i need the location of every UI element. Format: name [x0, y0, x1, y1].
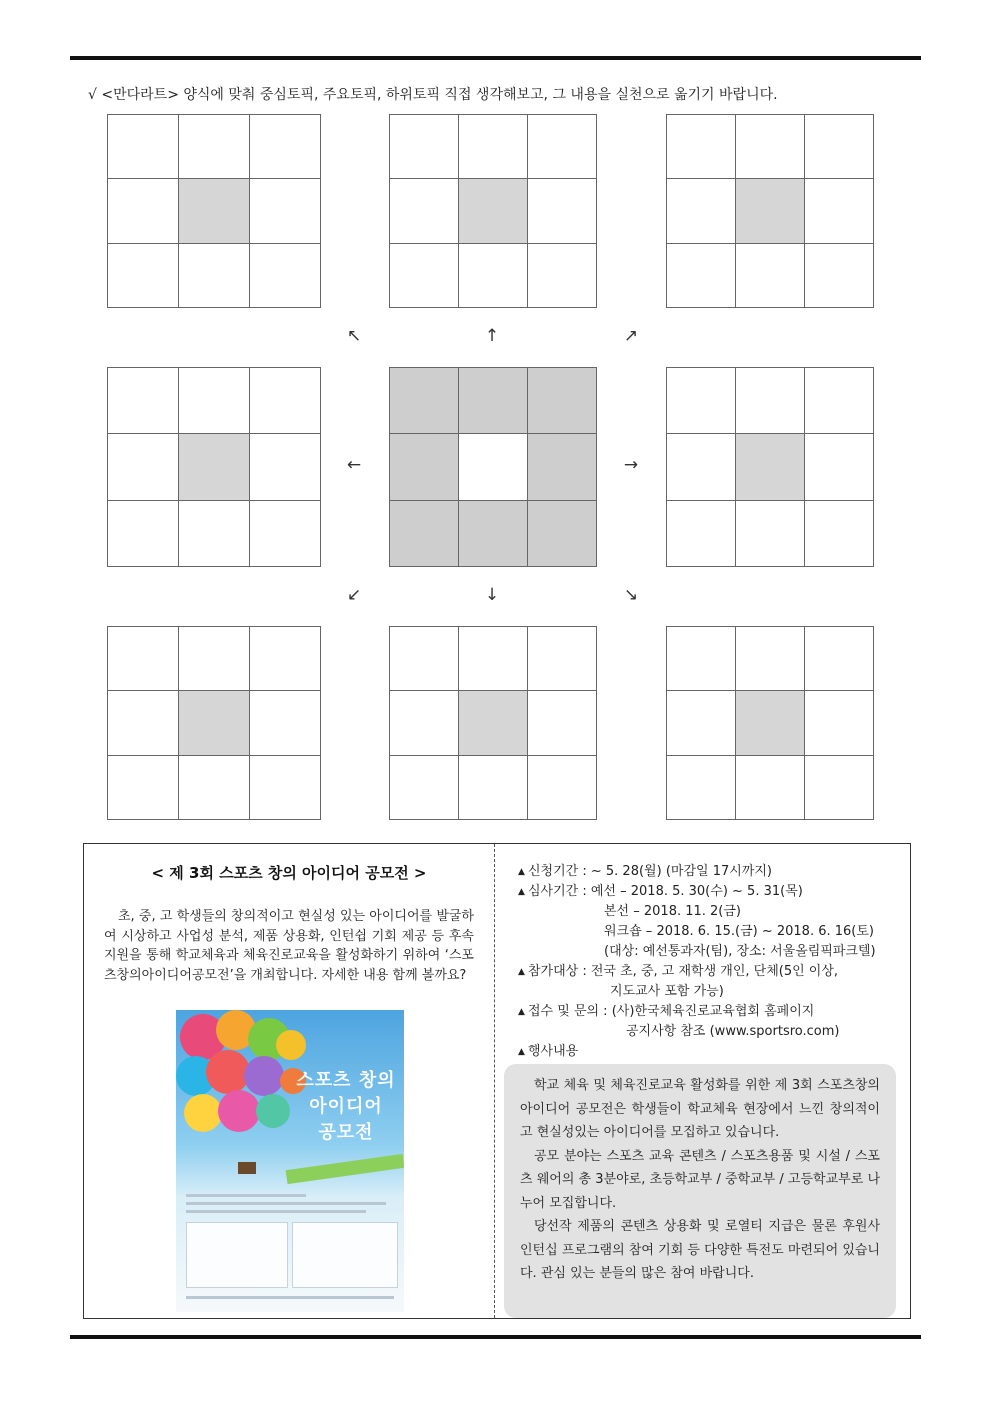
grid-cell	[250, 368, 321, 434]
mandalart-grid-bottom	[389, 626, 597, 820]
grid-cell	[805, 627, 874, 691]
mandalart-grid-center	[389, 367, 597, 567]
grid-cell	[390, 115, 459, 179]
grid-cell	[390, 691, 459, 755]
grid-cell	[736, 756, 805, 820]
review-final: 본선 – 2018. 11. 2(금)	[604, 904, 742, 919]
poster-title-line: 아이디어	[309, 1096, 383, 1117]
grid-cell	[528, 179, 597, 243]
bullet-icon: ▲	[518, 1047, 525, 1057]
grid-cell	[390, 756, 459, 820]
poster-title-line: 공모전	[318, 1122, 374, 1143]
poster-text-line	[186, 1210, 366, 1213]
balloon-shape	[184, 1094, 222, 1132]
top-rule	[70, 56, 921, 60]
balloon-shape	[276, 1030, 306, 1060]
grid-cell	[390, 501, 459, 567]
arrow-left: ←	[346, 455, 362, 475]
mandalart-grid-top-right	[666, 114, 874, 308]
central-topic-cell	[459, 434, 528, 500]
grid-cell	[459, 627, 528, 691]
grid-cell	[390, 434, 459, 500]
event-paragraph: 당선작 제품의 콘텐츠 상용화 및 로열티 지급은 물론 후원사 인턴십 프로그램의 참여 기회 등 다양한 특전도 마련되어 있습니다. 관심 있는 분들의 많은 참여 바랍니다.	[520, 1219, 880, 1281]
grid-cell	[667, 115, 736, 179]
grid-cell	[390, 244, 459, 308]
grid-cell	[179, 756, 250, 820]
grid-cell	[250, 627, 321, 691]
grid-cell	[390, 627, 459, 691]
grid-cell	[390, 368, 459, 434]
arrow-up: ↑	[484, 326, 500, 346]
grid-cell	[667, 627, 736, 691]
grid-cell	[805, 501, 874, 567]
grid-cell	[528, 244, 597, 308]
bullet-icon: ▲	[518, 887, 525, 897]
instruction-text: √ <만다라트> 양식에 맞춰 중심토픽, 주요토픽, 하위토픽 직접 생각해보고, 그 내용을 실천으로 옮기기 바랍니다.	[88, 87, 778, 103]
arrow-up-left: ↖	[346, 326, 362, 346]
poster-text-line	[186, 1202, 386, 1205]
arrow-down-left: ↙	[346, 585, 362, 605]
grid-cell	[459, 501, 528, 567]
grid-cell	[179, 244, 250, 308]
grid-cell	[528, 115, 597, 179]
grid-cell	[528, 501, 597, 567]
contest-info-box	[83, 843, 911, 1319]
grid-cell	[250, 501, 321, 567]
mandalart-grid-left	[107, 367, 321, 567]
grid-cell	[108, 434, 179, 500]
grid-cell	[667, 501, 736, 567]
grid-cell	[805, 434, 874, 500]
grid-cell	[528, 434, 597, 500]
grid-cell	[736, 115, 805, 179]
grid-cell	[459, 115, 528, 179]
grid-cell	[179, 627, 250, 691]
grid-cell	[736, 501, 805, 567]
contact-text: 접수 및 문의 : (사)한국체육진로교육협회 홈페이지	[528, 1004, 815, 1019]
mandalart-grid-right	[666, 367, 874, 567]
grid-center-cell	[179, 434, 250, 500]
grid-cell	[736, 627, 805, 691]
grid-center-cell	[179, 691, 250, 755]
event-label-text: 행사내용	[528, 1044, 579, 1059]
column-divider	[494, 844, 495, 1318]
poster-title-line: 스포츠 창의	[296, 1070, 396, 1091]
grid-cell	[459, 368, 528, 434]
apply-period-text: 신청기간 : ~ 5. 28(월) (마감일 17시까지)	[528, 864, 772, 879]
review-period	[518, 882, 894, 902]
participants-cont: 지도교사 포함 가능)	[610, 984, 724, 999]
grid-cell	[459, 756, 528, 820]
review-note: (대상: 예선통과자(팀), 장소: 서울올림픽파크텔)	[604, 944, 876, 959]
grid-cell	[805, 244, 874, 308]
grid-cell	[667, 368, 736, 434]
grid-cell	[667, 691, 736, 755]
grid-cell	[250, 756, 321, 820]
mandalart-grid-top	[389, 114, 597, 308]
grid-cell	[528, 756, 597, 820]
balloon-shape	[256, 1094, 290, 1128]
grid-cell	[528, 691, 597, 755]
grid-cell	[250, 115, 321, 179]
review-workshop: 워크숍 – 2018. 6. 15.(금) ~ 2018. 6. 16(토)	[604, 924, 874, 939]
grid-cell	[528, 368, 597, 434]
event-paragraph: 학교 체육 및 체육진로교육 활성화를 위한 제 3회 스포츠창의아이디어 공모전은 학생들이 학교체육 현장에서 느낀 창의적이고 현실성있는 아이디어를 모집하고 있습니다.	[520, 1078, 880, 1140]
balloon-shape	[218, 1090, 260, 1132]
event-label	[518, 1042, 894, 1062]
grid-cell	[805, 756, 874, 820]
grid-cell	[528, 627, 597, 691]
contest-poster-image	[176, 1010, 404, 1312]
grid-center-cell	[179, 179, 250, 243]
poster-sponsor-line	[186, 1296, 394, 1299]
arrow-down-right: ↘	[623, 585, 639, 605]
grid-cell	[108, 627, 179, 691]
contest-intro-column	[104, 862, 474, 985]
participants-text: 참가대상 : 전국 초, 중, 고 재학생 개인, 단체(5인 이상,	[528, 964, 839, 979]
grid-cell	[250, 179, 321, 243]
poster-table	[292, 1222, 398, 1288]
grid-center-cell	[459, 691, 528, 755]
apply-period	[518, 862, 894, 882]
bullet-icon: ▲	[518, 967, 525, 977]
grid-cell	[805, 691, 874, 755]
grid-cell	[179, 501, 250, 567]
poster-title	[294, 1068, 398, 1146]
grid-cell	[667, 244, 736, 308]
bottom-rule	[70, 1335, 921, 1339]
grid-cell	[108, 179, 179, 243]
event-paragraph: 공모 분야는 스포츠 교육 콘텐츠 / 스포츠용품 및 시설 / 스포츠 웨어의 총 3분야로, 초등학교부 / 중학교부 / 고등학교부로 나누어 모집합니다.	[520, 1148, 880, 1211]
poster-table	[186, 1222, 288, 1288]
grid-center-cell	[736, 434, 805, 500]
grid-cell	[667, 179, 736, 243]
grid-cell	[250, 244, 321, 308]
grid-cell	[736, 244, 805, 308]
bullet-icon: ▲	[518, 1007, 525, 1017]
poster-banner	[286, 1154, 404, 1184]
grid-cell	[805, 179, 874, 243]
grid-cell	[108, 244, 179, 308]
grid-cell	[179, 368, 250, 434]
contest-title: < 제 3회 스포츠 창의 아이디어 공모전 >	[151, 864, 427, 882]
bullet-icon: ▲	[518, 867, 525, 877]
arrow-up-right: ↗	[623, 326, 639, 346]
event-description-panel	[504, 1064, 896, 1318]
grid-center-cell	[736, 179, 805, 243]
grid-center-cell	[459, 179, 528, 243]
balloon-basket	[238, 1162, 256, 1174]
grid-cell	[108, 368, 179, 434]
mandalart-grid-bottom-left	[107, 626, 321, 820]
grid-cell	[108, 691, 179, 755]
grid-cell	[390, 179, 459, 243]
contact-cont: 공지사항 참조 (www.sportsro.com)	[626, 1024, 840, 1039]
arrow-down: ↓	[484, 585, 500, 605]
grid-cell	[805, 115, 874, 179]
participants	[518, 962, 894, 982]
mandalart-grid-top-left	[107, 114, 321, 308]
poster-text-line	[186, 1194, 306, 1197]
arrow-right: →	[623, 455, 639, 475]
grid-cell	[805, 368, 874, 434]
grid-cell	[108, 756, 179, 820]
grid-cell	[736, 368, 805, 434]
mandalart-grid-bottom-right	[666, 626, 874, 820]
grid-center-cell	[736, 691, 805, 755]
contest-details-column	[518, 862, 894, 1062]
grid-cell	[179, 115, 250, 179]
contest-intro-text: 초, 중, 고 학생들의 창의적이고 현실성 있는 아이디어를 발굴하여 시상하고 사업성 분석, 제품 상용화, 인턴쉽 기회 제공 등 후속 지원을 통해 학교체육과 체육진로교육을 활성화하기 위하여 ‘스포츠창의아이디어공모전’을 개최합니다. 자세한 내용 함께 볼까요?	[104, 909, 474, 983]
grid-cell	[667, 434, 736, 500]
grid-cell	[108, 115, 179, 179]
balloon-shape	[244, 1056, 284, 1096]
grid-cell	[459, 244, 528, 308]
grid-cell	[250, 691, 321, 755]
review-period-text: 심사기간 : 예선 – 2018. 5. 30(수) ~ 5. 31(목)	[528, 884, 803, 899]
grid-cell	[108, 501, 179, 567]
contact	[518, 1002, 894, 1022]
grid-cell	[667, 756, 736, 820]
grid-cell	[250, 434, 321, 500]
